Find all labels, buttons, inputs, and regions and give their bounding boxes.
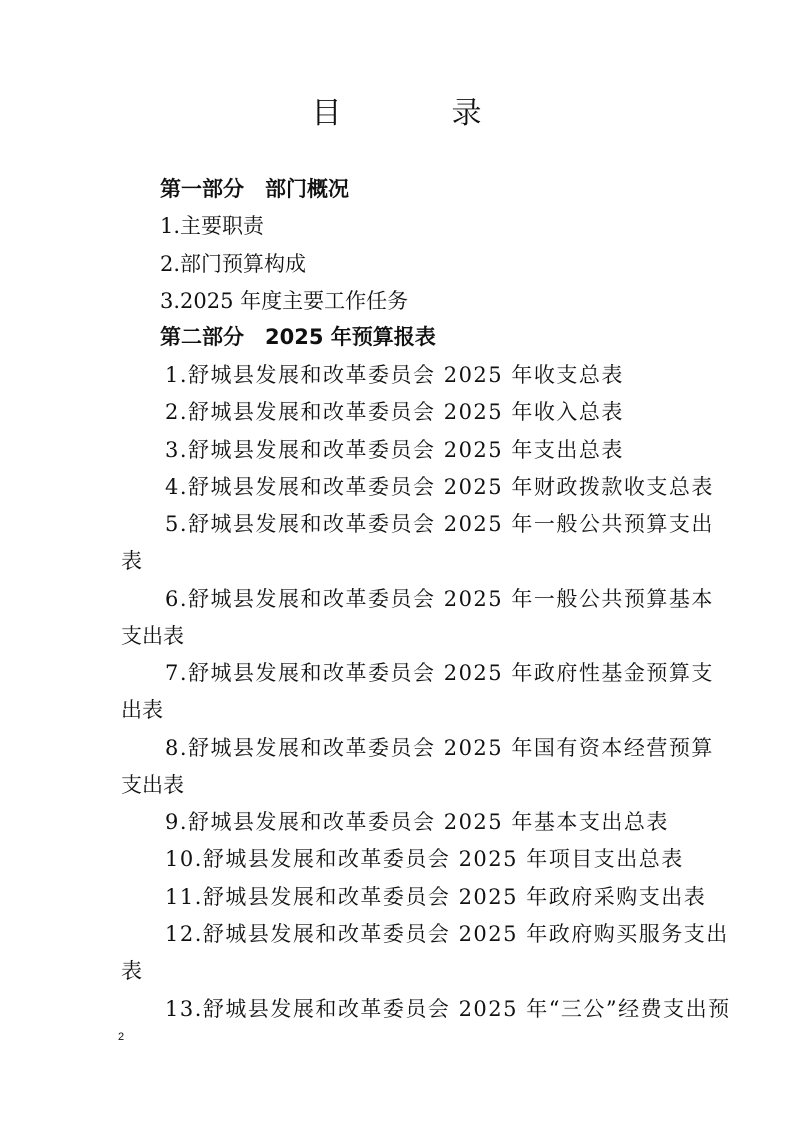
toc-item-continuation: 支出表 [121,773,184,797]
toc-item: 1.主要职责 [160,214,265,238]
toc-item: 6.舒城县发展和改革委员会 2025 年一般公共预算基本 [165,587,714,611]
toc-item: 13.舒城县发展和改革委员会 2025 年“三公”经费支出预 [165,997,731,1021]
toc-item: 4.舒城县发展和改革委员会 2025 年财政拨款收支总表 [165,475,714,499]
part2-heading: 第二部分 2025 年预算报表 [160,325,436,349]
toc-item: 12.舒城县发展和改革委员会 2025 年政府购买服务支出 [165,922,729,946]
toc-item-continuation: 支出表 [121,624,184,648]
toc-item-continuation: 表 [121,549,142,573]
toc-item: 8.舒城县发展和改革委员会 2025 年国有资本经营预算 [165,736,714,760]
toc-item: 9.舒城县发展和改革委员会 2025 年基本支出总表 [165,810,669,834]
toc-item: 1.舒城县发展和改革委员会 2025 年收支总表 [165,363,624,387]
toc-item: 11.舒城县发展和改革委员会 2025 年政府采购支出表 [165,885,707,909]
toc-item: 3.2025 年度主要工作任务 [160,289,409,313]
toc-item: 7.舒城县发展和改革委员会 2025 年政府性基金预算支 [165,661,714,685]
page-number: 2 [118,1031,125,1043]
part1-heading: 第一部分 部门概况 [160,177,349,201]
toc-item: 10.舒城县发展和改革委员会 2025 年项目支出总表 [165,847,684,871]
toc-item: 2.舒城县发展和改革委员会 2025 年收入总表 [165,400,624,424]
toc-item: 3.舒城县发展和改革委员会 2025 年支出总表 [165,438,624,462]
toc-item-continuation: 表 [121,959,142,983]
toc-item: 5.舒城县发展和改革委员会 2025 年一般公共预算支出 [165,512,714,536]
toc-item-continuation: 出表 [121,698,163,722]
toc-item: 2.部门预算构成 [160,252,307,276]
toc-title: 目 录 [311,96,522,131]
